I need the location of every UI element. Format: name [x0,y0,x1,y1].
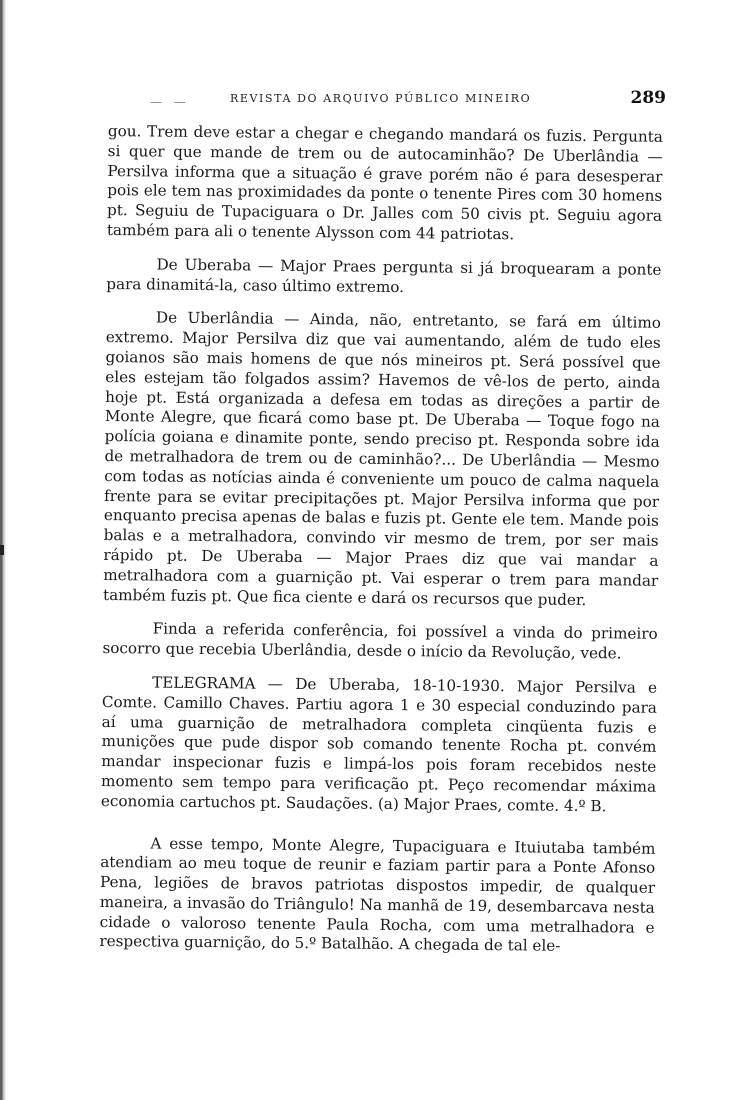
page-number: 289 [630,88,666,108]
paragraph: A esse tempo, Monte Alegre, Tupaciguara e Ituiutaba também atendiam ao meu toque de reunir e faziam partir para a Ponte Afonso Pena, legiões de bravos patriotas dispostos impedir, de qualquer maneira, a invasão do Triângulo! Na manhã de 19, desembarcava nesta cidade o valoroso tenente Paula Rocha, com uma metralhadora e respectiva guarnição, do 5.º Batalhão. A chegada de tal ele- [99,833,656,956]
header-rule: — — [150,95,190,109]
telegram-paragraph: TELEGRAMA — De Uberaba, 18-10-1930. Major Persilva e Comte. Camillo Chaves. Partiu agora 1 e 30 especial conduzindo para aí uma guarnição de metralhadora completa cinqüenta fuzis e munições que pude dispor sob comando tenente Rocha pt. convém mandar inspecionar fuzis e limpá-los pois foram recebidos neste momento sem tempo para verificação pt. Peço recomendar máxima economia cartuchos pt. Saudações. (a) Major Praes, comte. 4.º B. [100,673,658,815]
binding-mark [0,545,4,555]
paragraph: gou. Trem deve estar a chegar e chegando mandará os fuzis. Pergunta si quer que mande de trem ou de autocaminhão? De Uberlândia — Persilva informa que a situação é grave porém não é para desesperar pois ele tem nas proximidades da ponte o tenente Pires com 30 homens pt. Seguiu de Tupaciguara o Dr. Jalles com 50 civis pt. Seguiu agora também para ali o tenente Alysson com 44 patriotas. [106,122,663,244]
running-header [150,88,670,112]
paragraph: De Uberlândia — Ainda, não, entretanto, se fará em último extremo. Major Persilva diz que vai aumentando, além de tudo eles goianos são mais homens de que nós mineiros pt. Será possível que eles estejam tão folgados assim? Havemos de vê-los de perto, ainda hoje pt. Está organizada a defesa em todas as direções a partir de Monte Alegre, que ficará como base pt. De Uberaba — Toque fogo na polícia goiana e dinamite ponte, sendo preciso pt. Responda sobre ida de metralhadora de trem ou de caminhão?... De Uberlândia — Mesmo com todas as notícias ainda é conveniente um pouco de calma naquela frente para se evitar precipitações pt. Major Persilva informa que por enquanto precisa apenas de balas e fuzis pt. Gente ele tem. Mande pois balas e a metralhadora, convindo vir mesmo de trem, por ser mais rápido pt. De Uberaba — Major Praes diz que vai mandar a metralhadora com a guarnição pt. Vai esperar o trem para mandar também fuzis pt. Que fica ciente e dará os recursos que puder. [102,308,662,609]
paragraph: Finda a referida conferência, foi possível a vinda do primeiro socorro que recebia Uberlândia, desde o início da Revolução, vede. [102,619,658,663]
body-text [99,122,663,958]
paragraph: De Uberaba — Major Praes pergunta si já broquearam a ponte para dinamitá-la, caso último extremo. [106,255,662,296]
journal-title: REVISTA DO ARQUIVO PÚBLICO MINEIRO [230,92,532,105]
